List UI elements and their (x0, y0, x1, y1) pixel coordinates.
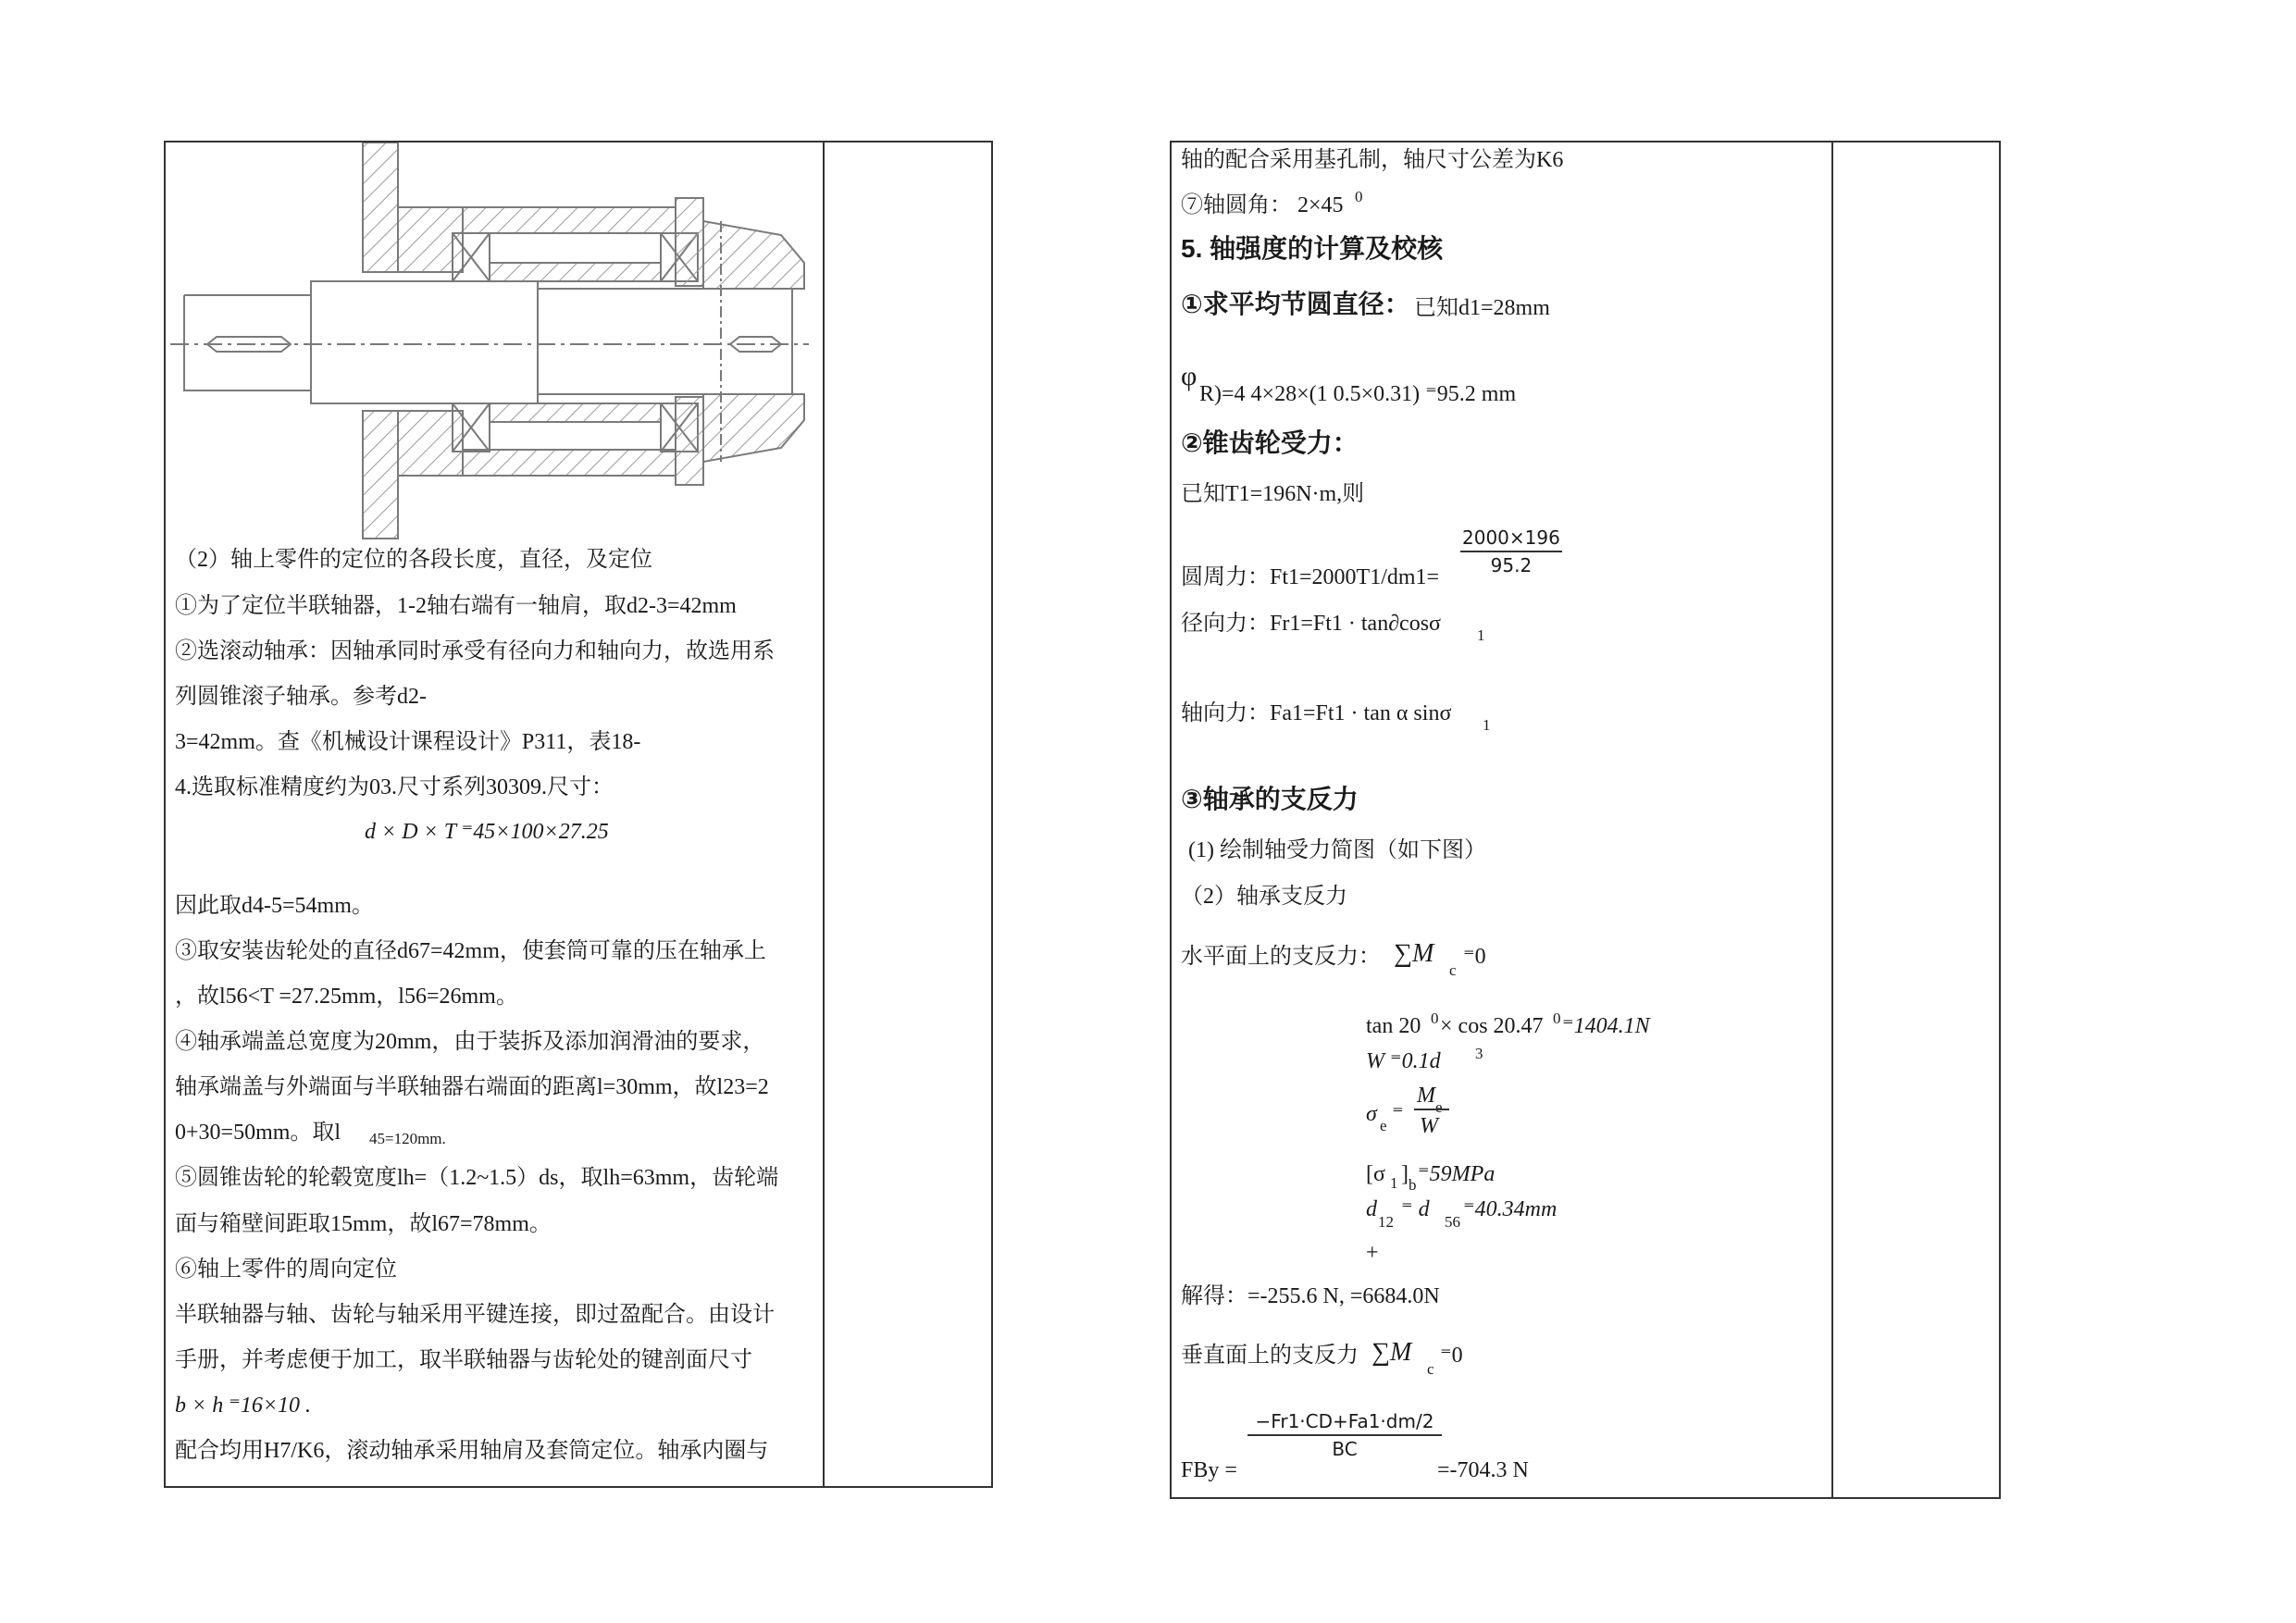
vertical-reaction-label: 垂直面上的支反力 (1181, 1344, 1359, 1368)
right-line-2: ⑦轴圆角： 2×45 (1181, 193, 1344, 217)
fby-numerator: −Fr1·CD+Fa1·dm/2 (1247, 1410, 1442, 1436)
right-text-block (1181, 142, 1829, 1501)
right-line-2-sup: 0 (1355, 188, 1363, 205)
tangential-force: 圆周力：Ft1=2000T1/dm1= (1181, 565, 1440, 589)
formula-section-modulus: W ⁼0.1d (1366, 1049, 1441, 1073)
left-line-9: ③取安装齿轮处的直径d67=42mm，使套筒可靠的压在轴承上 (175, 939, 766, 963)
formula-block (1366, 1010, 1792, 1265)
phi-symbol: φ (1181, 361, 1198, 391)
fby-fraction (1247, 1410, 1442, 1460)
formula-allowable-sub: 1 (1390, 1174, 1398, 1192)
formula-sigma-sub: e (1380, 1117, 1387, 1134)
formula-sigma-den: W (1420, 1114, 1438, 1138)
right-page-table (1170, 141, 2001, 1499)
fraction-bar (1414, 1109, 1449, 1110)
left-line-20: 配合均用H7/K6，滚动轴承采用轴肩及套筒定位。轴承内圈与 (175, 1439, 769, 1463)
formula-tan-sup1: 0 (1431, 1010, 1439, 1027)
radial-force: 径向力：Fr1=Ft1 · tan∂cosσ (1181, 612, 1441, 636)
formula-sigma: σ (1366, 1102, 1377, 1126)
sum-moment-v-eq: ⁼0 (1440, 1344, 1463, 1368)
left-page-table (164, 141, 993, 1488)
fraction-denominator: 95.2 (1490, 554, 1533, 576)
left-line-18: 手册，并考虑便于加工，取半联轴器与齿轮处的键剖面尺寸 (175, 1348, 752, 1372)
left-line-10: ，故l56<T =27.25mm，l56=26mm。 (175, 985, 518, 1009)
fby-result: =-704.3 N (1437, 1458, 1529, 1482)
left-line-14: ⑤圆锥齿轮的轮毂宽度lh=（1.2~1.5）ds，取lh=63mm，齿轮端 (175, 1166, 779, 1190)
formula-allowable-b: b (1409, 1176, 1417, 1194)
left-line-5: 3=42mm。查《机械设计课程设计》P311，表18- (175, 730, 641, 754)
mean-diameter-formula: R)=4 4×28×(1 0.5×0.31) ⁼95.2 mm (1199, 382, 1517, 406)
formula-allowable-bracket: ] (1401, 1162, 1409, 1186)
sum-moment-h-eq: ⁼0 (1463, 945, 1486, 969)
solution-line: 解得：=-255.6 N, =6684.0N (1181, 1284, 1440, 1308)
left-line-17: 半联轴器与轴、齿轮与轴采用平键连接，即过盈配合。由设计 (175, 1303, 775, 1327)
tangential-force-fraction (1460, 527, 1562, 576)
step-1-heading: ①求平均节圆直径： (1181, 290, 1410, 318)
left-line-2: ①为了定位半联轴器，1-2轴右端有一轴肩，取d2-3=42mm (175, 594, 737, 618)
left-key-dimensions: b × h ⁼16×10 . (175, 1394, 312, 1418)
left-line-16: ⑥轴上零件的周向定位 (175, 1258, 397, 1282)
formula-diameter-sub1: 12 (1378, 1213, 1394, 1231)
fraction-numerator: 2000×196 (1460, 527, 1562, 552)
left-line-8: 因此取d4-5=54mm。 (175, 894, 374, 918)
horizontal-reaction-label: 水平面上的支反力： (1181, 945, 1381, 969)
bearing-reaction-label: （2）轴承支反力 (1181, 885, 1347, 909)
formula-tan: tan 20 (1366, 1014, 1421, 1038)
sum-moment-h: ∑M (1394, 939, 1434, 968)
formula-diameter-val: ⁼40.34mm (1463, 1197, 1558, 1221)
formula-cos: × cos 20.47 (1440, 1014, 1544, 1038)
formula-sigma-num: M (1417, 1084, 1435, 1108)
left-line-12: 轴承端盖与外端面与半联轴器右端面的距离l=30mm，故l23=2 (175, 1075, 769, 1099)
formula-section-modulus-sup: 3 (1475, 1045, 1483, 1062)
sum-moment-v: ∑M (1371, 1338, 1412, 1367)
sum-moment-v-sub: c (1427, 1360, 1434, 1378)
radial-force-sub: 1 (1477, 626, 1485, 644)
left-line-3: ②选滚动轴承：因轴承同时承受有径向力和轴向力，故选用系 (175, 639, 775, 663)
shaft-assembly-drawing (166, 142, 813, 540)
formula-diameter-sub2: 56 (1445, 1213, 1460, 1231)
left-line-13: 0+30=50mm。取l (175, 1121, 341, 1145)
left-line-13-sub: 45=120mm. (369, 1130, 446, 1147)
left-line-1: （2）轴上零件的定位的各段长度，直径，及定位 (175, 548, 652, 572)
formula-allowable-val: ⁼59MPa (1418, 1162, 1496, 1186)
left-bearing-dimensions: d × D × T ⁼45×100×27.25 (365, 820, 609, 844)
fby-denominator: BC (1332, 1438, 1358, 1460)
axial-force: 轴向力：Fa1=Ft1 · tan α sinσ (1181, 701, 1452, 725)
fby-label: FBy = (1181, 1458, 1237, 1482)
torque-given: 已知T1=196N·m,则 (1181, 482, 1365, 506)
step-3-heading: ③轴承的支反力 (1181, 785, 1359, 813)
formula-sigma-eq: ⁼ (1392, 1102, 1404, 1126)
formula-diameter-eq: ⁼ d (1401, 1197, 1430, 1221)
left-notes-column (823, 142, 825, 1486)
step-2-heading: ②锥齿轮受力： (1181, 428, 1359, 457)
sum-moment-h-sub: c (1449, 961, 1457, 979)
right-line-1: 轴的配合采用基孔制，轴尺寸公差为K6 (1181, 148, 1564, 172)
formula-sigma-num-sub: e (1435, 1098, 1443, 1116)
formula-result-force: ⁼1404.1N (1562, 1014, 1650, 1038)
free-body-diagram-note: (1) 绘制轴受力简图（如下图） (1188, 838, 1486, 862)
left-line-11: ④轴承端盖总宽度为20mm，由于装拆及添加润滑油的要求， (175, 1030, 765, 1054)
formula-allowable: [σ (1366, 1162, 1385, 1186)
left-line-15: 面与箱壁间距取15mm，故l67=78mm。 (175, 1212, 552, 1236)
left-line-4: 列圆锥滚子轴承。参考d2- (175, 685, 427, 709)
formula-cos-sup: 0 (1553, 1010, 1561, 1027)
axial-force-sub: 1 (1483, 716, 1491, 734)
formula-diameter: d (1366, 1197, 1377, 1221)
right-notes-column (1831, 142, 1833, 1497)
left-line-6: 4.选取标准精度约为03.尺寸系列30309.尺寸： (175, 775, 614, 799)
formula-plus: + (1366, 1241, 1379, 1265)
step-1-value: 已知d1=28mm (1414, 296, 1550, 320)
section-5-heading: 5. 轴强度的计算及校核 (1181, 234, 1444, 263)
